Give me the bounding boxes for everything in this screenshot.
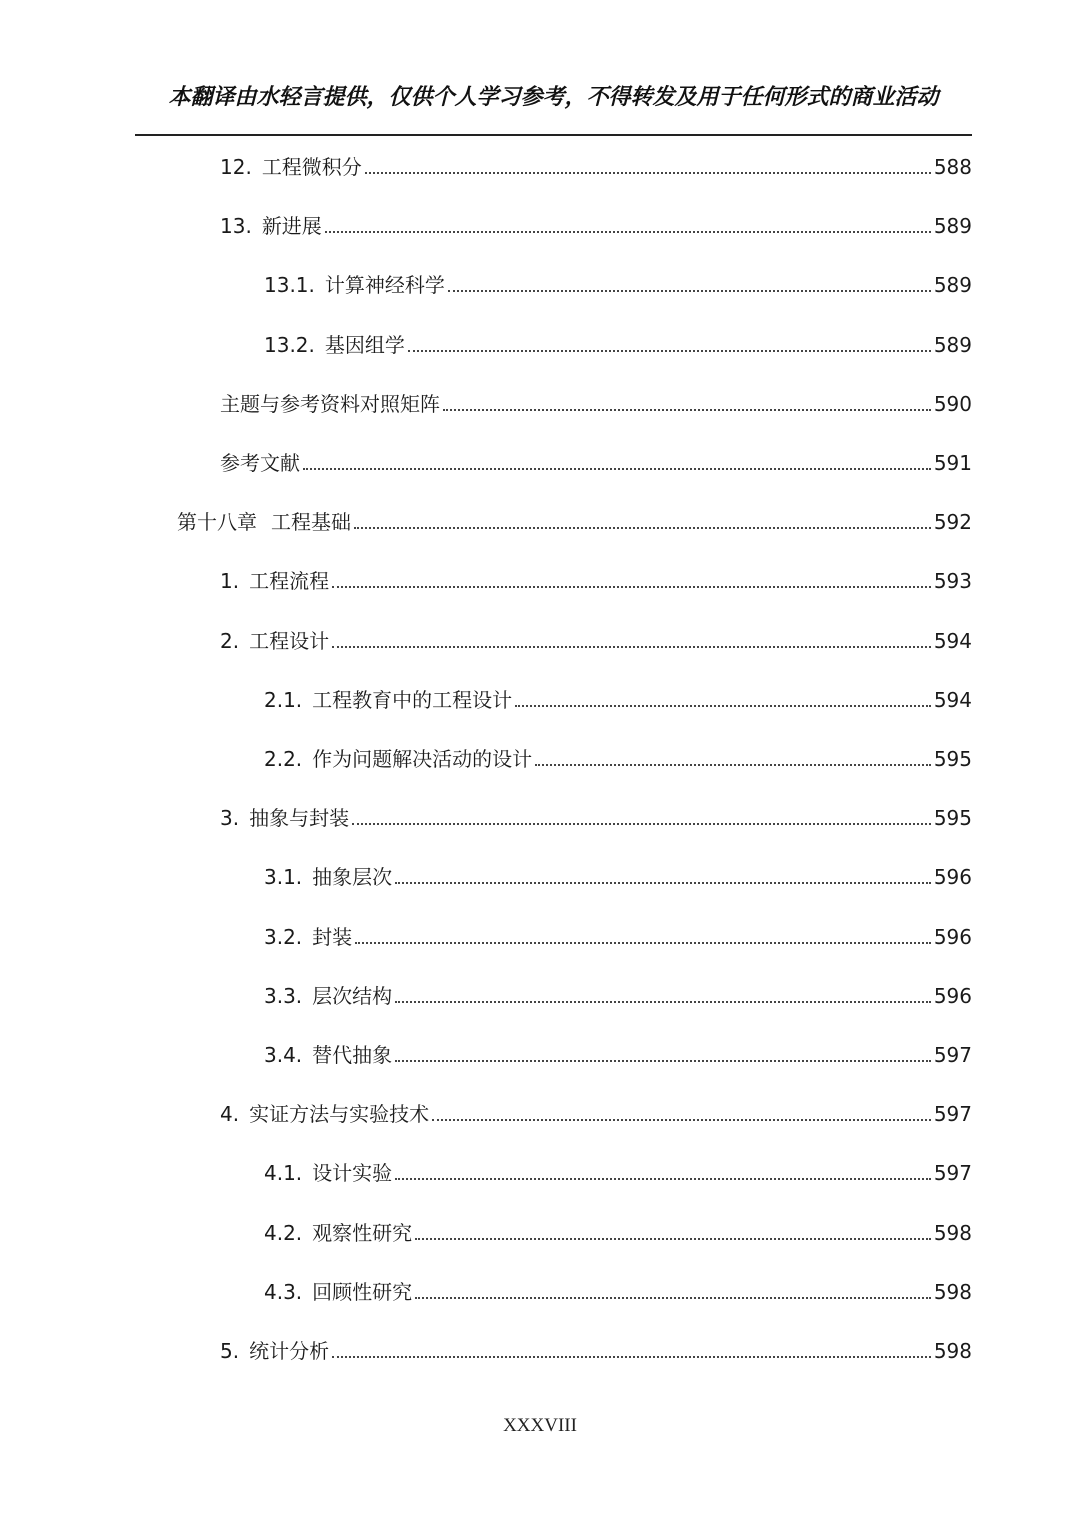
toc-entry-page: 597 bbox=[933, 1161, 972, 1186]
toc-entry-number: 2. bbox=[220, 628, 240, 653]
toc-entry-title: 回顾性研究 bbox=[312, 1279, 413, 1304]
toc-leader-dots bbox=[332, 1356, 931, 1358]
toc-entry[interactable] bbox=[264, 744, 972, 774]
toc-leader-dots bbox=[408, 350, 931, 352]
toc-entry-page: 594 bbox=[933, 687, 972, 712]
toc-leader-dots bbox=[365, 172, 931, 174]
toc-entry-number: 4. bbox=[220, 1102, 240, 1127]
toc-leader-dots bbox=[515, 705, 931, 707]
toc-entry[interactable] bbox=[264, 922, 972, 952]
toc-entry-title: 抽象层次 bbox=[312, 865, 393, 890]
toc-leader-dots bbox=[395, 1060, 931, 1062]
toc-entry[interactable] bbox=[264, 1040, 972, 1070]
toc-entry-number: 2.2. bbox=[264, 747, 303, 771]
toc-entry[interactable] bbox=[264, 685, 972, 715]
toc-entry-number: 4.1. bbox=[264, 1161, 303, 1186]
toc-entry-number: 2.1. bbox=[264, 687, 303, 712]
toc-leader-dots bbox=[355, 942, 931, 944]
toc-entry-number: 3. bbox=[220, 806, 240, 831]
toc-leader-dots bbox=[354, 527, 931, 529]
page-header: 本翻译由水轻言提供，仅供个人学习参考，不得转发及用于任何形式的商业活动 bbox=[168, 85, 939, 110]
toc-entry-page: 591 bbox=[933, 451, 972, 475]
toc-entry-title: 观察性研究 bbox=[312, 1220, 413, 1245]
toc-entry-page: 589 bbox=[933, 273, 972, 298]
toc-entry[interactable] bbox=[220, 389, 972, 419]
toc-entry-number: 13.1. bbox=[264, 273, 315, 298]
toc-entry-number: 3.2. bbox=[264, 924, 303, 949]
toc-leader-dots bbox=[395, 882, 931, 884]
toc-entry[interactable] bbox=[264, 981, 972, 1011]
toc-entry-title: 工程设计 bbox=[249, 628, 330, 653]
toc-entry-title: 层次结构 bbox=[312, 983, 393, 1008]
toc-entry-number: 第十八章 bbox=[177, 510, 257, 535]
toc-entry-page: 596 bbox=[933, 865, 972, 890]
toc-entry-page: 596 bbox=[933, 924, 972, 949]
toc-entry[interactable] bbox=[264, 862, 972, 892]
toc-entry-title: 工程流程 bbox=[249, 569, 330, 594]
toc-leader-dots bbox=[395, 1001, 931, 1003]
toc-entry[interactable] bbox=[220, 566, 972, 596]
toc-entry-title: 统计分析 bbox=[249, 1339, 330, 1363]
toc-entry-title: 替代抽象 bbox=[312, 1043, 393, 1067]
toc-entry-title: 参考文献 bbox=[220, 451, 300, 475]
page-number: XXXVIII bbox=[503, 1415, 577, 1436]
toc-entry[interactable] bbox=[264, 270, 972, 300]
toc-entry[interactable] bbox=[220, 803, 972, 833]
toc-leader-dots bbox=[443, 409, 931, 411]
toc-entry[interactable] bbox=[264, 330, 972, 360]
toc-entry-title: 实证方法与实验技术 bbox=[249, 1102, 430, 1127]
toc-entry[interactable] bbox=[264, 1218, 972, 1248]
toc-leader-dots bbox=[303, 468, 931, 470]
toc-leader-dots bbox=[325, 231, 931, 233]
toc-entry-page: 598 bbox=[933, 1279, 972, 1304]
toc-entry-number: 5. bbox=[220, 1339, 240, 1363]
toc-entry[interactable] bbox=[220, 152, 972, 182]
toc-leader-dots bbox=[535, 764, 931, 766]
toc-entry-page: 590 bbox=[933, 391, 972, 416]
toc-leader-dots bbox=[395, 1178, 931, 1180]
toc-entry[interactable] bbox=[177, 507, 972, 537]
toc-entry-title: 抽象与封装 bbox=[249, 806, 350, 831]
toc-entry-page: 589 bbox=[933, 332, 972, 357]
toc-entry-page: 597 bbox=[933, 1102, 972, 1127]
toc-entry-title: 计算神经科学 bbox=[324, 273, 445, 298]
toc-entry-page: 589 bbox=[933, 214, 972, 239]
toc-entry-title: 主题与参考资料对照矩阵 bbox=[220, 391, 440, 416]
toc-entry-number: 4.3. bbox=[264, 1279, 303, 1304]
toc-entry-number: 3.1. bbox=[264, 865, 303, 890]
toc-entry[interactable] bbox=[220, 1099, 972, 1129]
toc-entry-page: 598 bbox=[933, 1339, 972, 1363]
toc-entry-page: 592 bbox=[933, 510, 972, 535]
toc-entry-number: 4.2. bbox=[264, 1220, 303, 1245]
toc-entry-title: 基因组学 bbox=[324, 332, 405, 357]
toc-leader-dots bbox=[332, 646, 931, 648]
toc-entry[interactable] bbox=[220, 448, 972, 478]
toc-entry[interactable] bbox=[220, 626, 972, 656]
toc-entry-page: 595 bbox=[933, 747, 972, 771]
toc-leader-dots bbox=[332, 586, 931, 588]
toc-entry-page: 598 bbox=[933, 1220, 972, 1245]
toc-entry-title: 设计实验 bbox=[312, 1161, 393, 1186]
toc-entry-title: 封装 bbox=[312, 924, 353, 949]
toc-entry-number: 13.2. bbox=[264, 332, 315, 357]
toc-entry-page: 588 bbox=[933, 155, 972, 179]
toc-entry-page: 596 bbox=[933, 983, 972, 1008]
toc-entry-page: 593 bbox=[933, 569, 972, 594]
toc-entry-number: 1. bbox=[220, 569, 240, 594]
toc-entry[interactable] bbox=[264, 1277, 972, 1307]
toc-entry-number: 12. bbox=[220, 155, 252, 179]
toc-leader-dots bbox=[432, 1119, 931, 1121]
toc-entry-title: 作为问题解决活动的设计 bbox=[312, 747, 533, 771]
toc-entry-title: 新进展 bbox=[261, 214, 322, 239]
toc-entry-number: 3.3. bbox=[264, 983, 303, 1008]
toc-leader-dots bbox=[415, 1238, 931, 1240]
toc-leader-dots bbox=[352, 823, 931, 825]
toc-entry-number: 3.4. bbox=[264, 1043, 303, 1067]
toc-entry[interactable] bbox=[264, 1158, 972, 1188]
toc-entry-number: 13. bbox=[220, 214, 252, 239]
toc-entry-page: 594 bbox=[933, 628, 972, 653]
toc-entry-page: 595 bbox=[933, 806, 972, 831]
toc-entry-page: 597 bbox=[933, 1043, 972, 1067]
toc-leader-dots bbox=[415, 1297, 931, 1299]
toc-entry-title: 工程微积分 bbox=[261, 155, 362, 179]
toc-entry-title: 工程基础 bbox=[271, 510, 351, 535]
toc-entry-title: 工程教育中的工程设计 bbox=[312, 687, 513, 712]
toc-leader-dots bbox=[448, 290, 931, 292]
toc-entry[interactable] bbox=[220, 211, 972, 241]
toc-entry[interactable] bbox=[220, 1336, 972, 1366]
